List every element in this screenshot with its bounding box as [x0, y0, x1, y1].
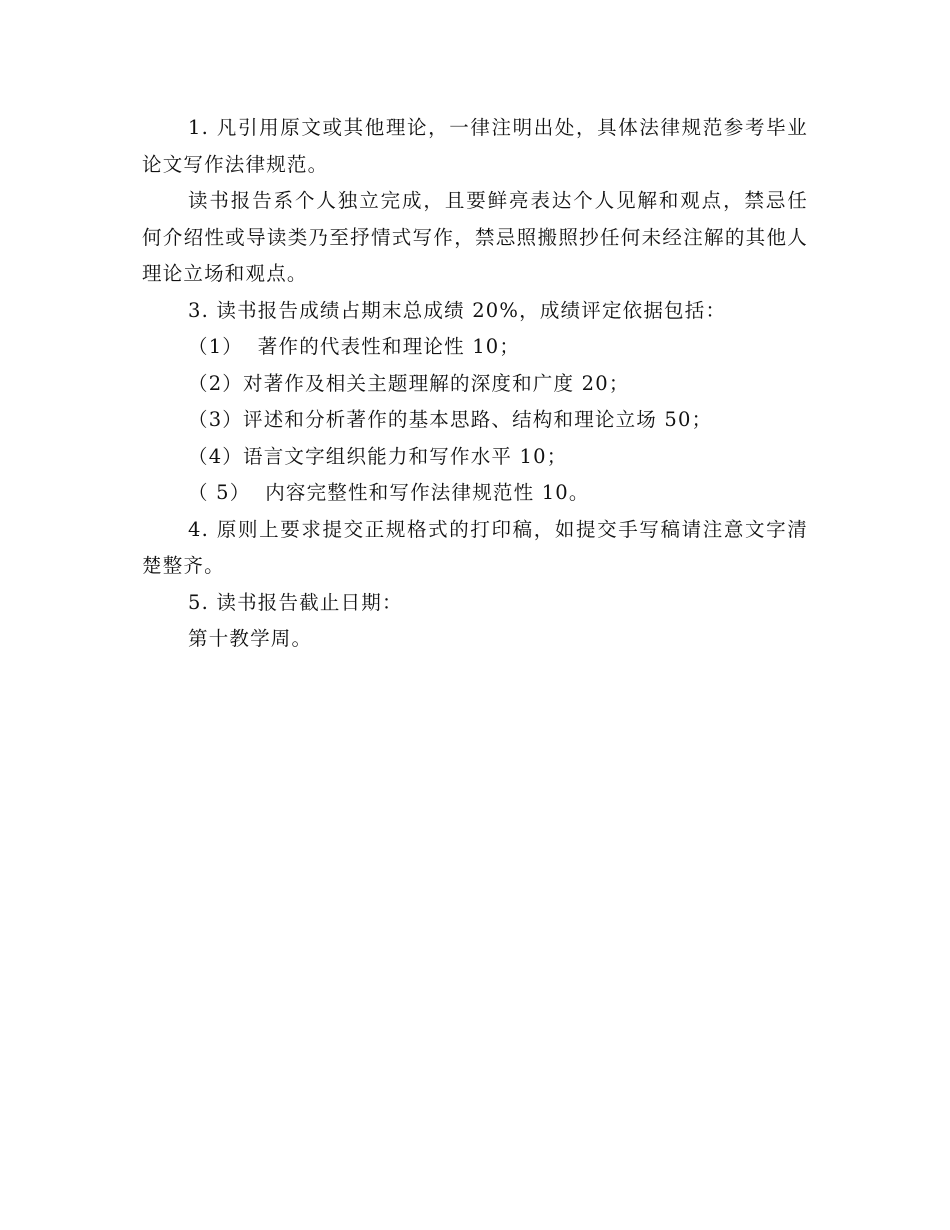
paragraph-deadline-label: 5. 读书报告截止日期：: [188, 590, 403, 614]
document-body: [142, 110, 808, 658]
criterion-item-4: （4）语言文字组织能力和写作水平 10；: [188, 444, 568, 468]
paragraph-citation-rule: 1. 凡引用原文或其他理论，一律注明出处，具体法律规范参考毕业论文写作法律规范。: [142, 116, 808, 176]
criterion-item-2: （2）对著作及相关主题理解的深度和广度 20；: [188, 371, 630, 395]
criterion-item-1: （1） 著作的代表性和理论性 10；: [188, 335, 521, 358]
paragraph-submission-format: 4. 原则上要求提交正规格式的打印稿，如提交手写稿请注意文字清楚整齐。: [142, 517, 808, 577]
paragraph-independent-work: 读书报告系个人独立完成，且要鲜亮表达个人见解和观点，禁忌任何介绍性或导读类乃至抒情式写作，禁忌照搬照抄任何未经注解的其他人理论立场和观点。: [142, 189, 808, 285]
paragraph-grading-weight: 3. 读书报告成绩占期末总成绩 20%，成绩评定依据包括：: [188, 298, 727, 322]
criterion-item-3: （3）评述和分析著作的基本思路、结构和理论立场 50；: [188, 408, 713, 431]
paragraph-deadline-value: 第十教学周。: [188, 627, 313, 650]
criterion-item-5: （ 5） 内容完整性和写作法律规范性 10。: [188, 481, 590, 504]
